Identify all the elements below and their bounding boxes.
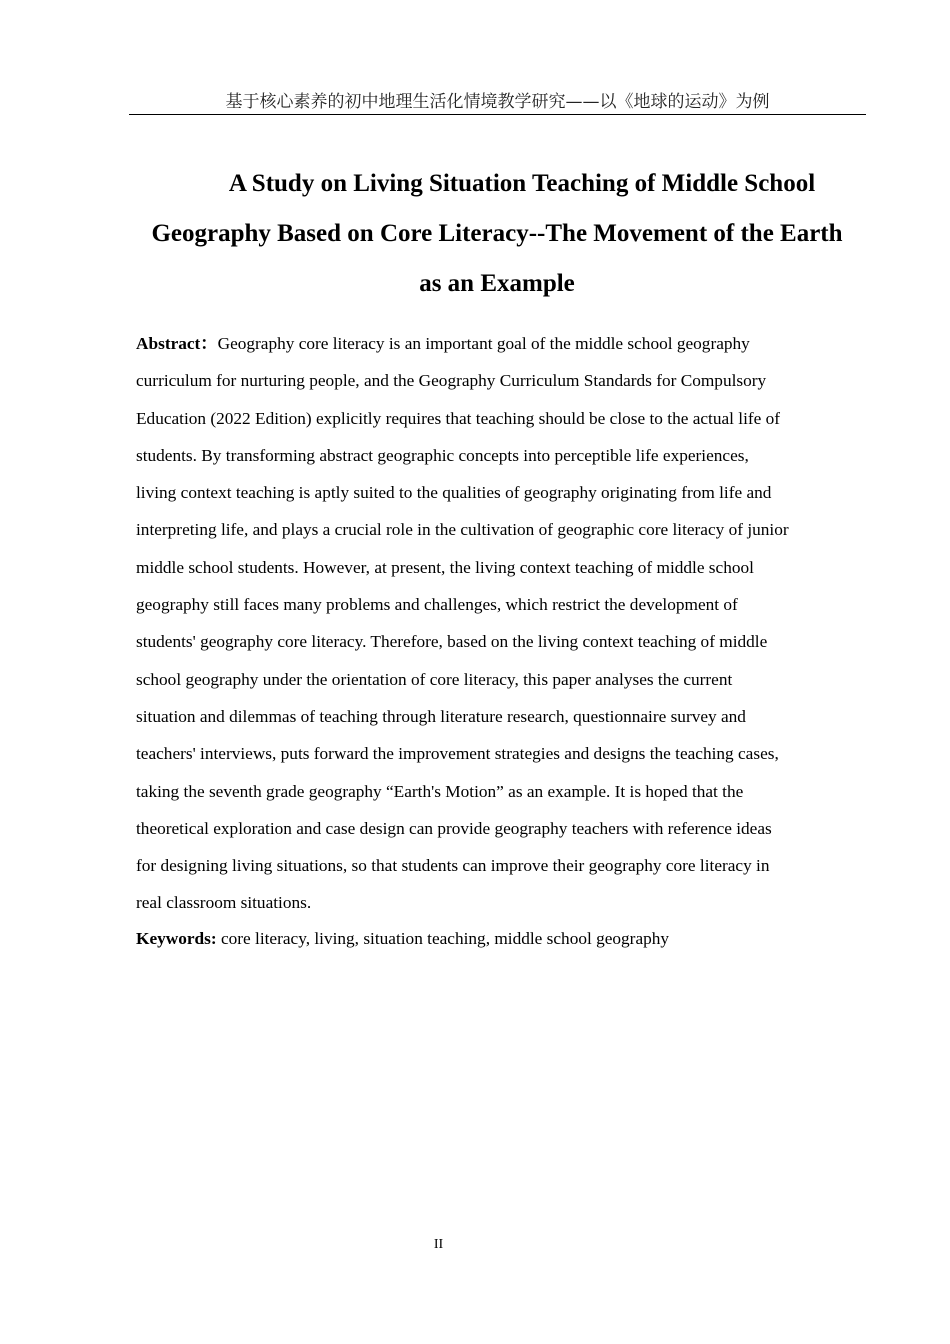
abstract-line: middle school students. However, at present, the living context teaching of middle school — [136, 557, 754, 577]
abstract-line: taking the seventh grade geography “Earth's Motion” as an example. It is hoped that the — [136, 781, 744, 801]
abstract — [136, 325, 866, 922]
title-line-2: Geography Based on Core Literacy--The Movement of the Earth — [151, 220, 843, 247]
title-line-1: A Study on Living Situation Teaching of Middle School — [228, 170, 816, 197]
running-header: 基于核心素养的初中地理生活化情境教学研究——以《地球的运动》为例 — [129, 90, 866, 115]
abstract-line: living context teaching is aptly suited to the qualities of geography originating from life and — [136, 483, 772, 503]
abstract-line: students. By transforming abstract geographic concepts into perceptible life experiences, — [136, 445, 749, 465]
abstract-line: theoretical exploration and case design can provide geography teachers with reference ideas — [136, 818, 772, 838]
abstract-label: Abstract： — [136, 334, 218, 353]
abstract-line: curriculum for nurturing people, and the Geography Curriculum Standards for Compulsory — [136, 371, 767, 391]
abstract-line: interpreting life, and plays a crucial role in the cultivation of geographic core literacy of junior — [136, 520, 789, 540]
keywords-text: core literacy, living, situation teaching, middle school geography — [220, 929, 670, 948]
keywords-label: Keywords: — [136, 929, 217, 948]
title-line-3: as an Example — [419, 270, 575, 297]
abstract-line: teachers' interviews, puts forward the improvement strategies and designs the teaching cases, — [136, 744, 779, 764]
abstract-line: for designing living situations, so that students can improve their geography core literacy in — [136, 856, 770, 876]
page-number: II — [433, 1237, 444, 1252]
abstract-line: Education (2022 Edition) explicitly requires that teaching should be close to the actual life of — [136, 408, 781, 428]
abstract-line: students' geography core literacy. Therefore, based on the living context teaching of middle — [136, 632, 768, 652]
abstract-line — [136, 325, 866, 362]
abstract-line: geography still faces many problems and challenges, which restrict the development of — [136, 595, 738, 615]
abstract-line: situation and dilemmas of teaching through literature research, questionnaire survey and — [136, 706, 746, 726]
abstract-line: school geography under the orientation of core literacy, this paper analyses the current — [136, 669, 733, 689]
paper-title — [130, 159, 864, 309]
abstract-text: Geography core literacy is an important goal of the middle school geography — [217, 334, 750, 353]
abstract-line: real classroom situations. — [136, 893, 312, 913]
keywords — [136, 925, 866, 953]
